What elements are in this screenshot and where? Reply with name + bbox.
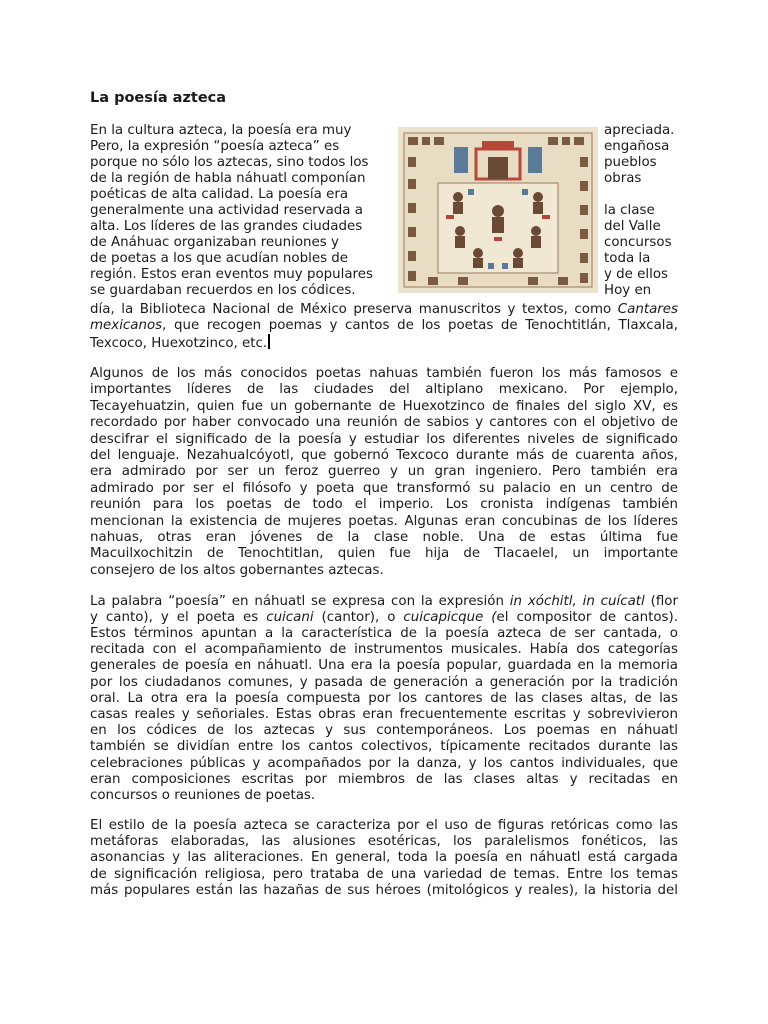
paragraph-line: Macuilxochitzin de Tenochtitlan, quien fue hija de Tlacaelel, un importante [90, 546, 678, 562]
paragraph-word-line-1: La palabra “poesía” en náhuatl se expresa con la expresión in xóchitl, in cuícatl (flor [90, 594, 678, 609]
intro-right-line: pueblos [604, 155, 657, 170]
paragraph-line: generales de poesía en náhuatl. Una era la poesía popular, guardada en la memoria [90, 658, 678, 674]
text-cursor [268, 334, 270, 349]
paragraph-line: concursos o reuniones de poetas. [90, 788, 316, 803]
intro-right-line: concursos [604, 235, 672, 250]
paragraph-line: Tecayehuatzin, quien fue un gobernante de Huexotzinco de finales del siglo XV, es [90, 398, 678, 414]
paragraph-line: consejero de los altos gobernantes aztecas. [90, 562, 384, 578]
intro-left-line: de Anáhuac organizaban reuniones y [90, 235, 339, 250]
intro-line-13: mexicanos, que recogen poemas y cantos de los poetas de Tenochtitlán, Tlaxcala, [90, 318, 678, 333]
paragraph-line: reunión para los poetas de todo el imperio. Los cronista indígenas también [90, 497, 678, 513]
intro-right-line: engañosa [604, 139, 670, 154]
paragraph-line: admirado por ser el filósofo y poeta que transformó su palacio en un centro de [90, 480, 678, 496]
paragraph-line: eran composiciones escritas por miembros de las clases altas y recitadas en [90, 771, 678, 787]
paragraph-line: celebraciones públicas y acompañados por la danza, y los cantos individuales, que [90, 755, 678, 771]
paragraph-line: Estos términos apuntan a la característica de la poesía azteca de ser cantada, o [90, 626, 678, 641]
paragraph-line: en los códices de los aztecas y sus contemporáneos. Los poemas en náhuatl [90, 723, 678, 739]
paragraph-line: descifrar el significado de la poesía y estudiar los diferentes niveles de significado [90, 431, 678, 447]
document-title: La poesía azteca [90, 90, 227, 106]
paragraph-line: recitada con el acompañamiento de instrumentos musicales. Había dos categorías [90, 642, 678, 658]
intro-right-line: del Valle [604, 219, 661, 234]
intro-left-line: poéticas de alta calidad. La poesía era [90, 187, 349, 202]
paragraph-line: oral. La otra era la poesía compuesta por los cantores de las clases altas, de las [90, 690, 678, 706]
paragraph-line: importantes líderes de las ciudades del altiplano mexicano. Por ejemplo, [90, 382, 678, 398]
intro-left-line: de poetas a los que acudían nobles de [90, 251, 349, 266]
intro-left-line: de la región de habla náhuatl componían [90, 171, 366, 186]
intro-left-line: Pero, la expresión “poesía azteca” es [90, 139, 340, 154]
intro-left-line: porque no sólo los aztecas, sino todos los [90, 155, 369, 170]
paragraph-line: también se dividían entre los cantos colectivos, típicamente recitados durante las [90, 739, 678, 755]
paragraph-word-line-2: y canto), y el poeta es cuicani (cantor), o cuicapicque (el compositor de cantos). [90, 610, 679, 625]
paragraph-line: por los ciudadanos comunes, y pasada de generación a generación por la tradición [90, 674, 678, 690]
intro-right-line: apreciada. [604, 123, 675, 138]
codex-illustration [398, 127, 598, 293]
intro-right-line: obras [604, 171, 642, 186]
paragraph-line: mencionan la existencia de mujeres poetas. Algunas eran concubinas de los líderes [90, 513, 678, 529]
paragraph-line: asonancias y las aliteraciones. En general, toda la poesía en náhuatl está cargada [90, 850, 678, 866]
intro-line-12: día, la Biblioteca Nacional de México preserva manuscritos y textos, como Cantares [90, 302, 678, 317]
intro-right-line: toda la [604, 251, 651, 266]
intro-left-line: generalmente una actividad reservada a [90, 203, 363, 218]
paragraph-line: nahuas, otras eran jóvenes de la clase noble. Una de estas última fue [90, 530, 678, 545]
paragraph-line: metáforas elaboradas, las alusiones esotéricas, los paralelismos fonéticos, las [90, 834, 678, 850]
codex-image-icon [398, 127, 598, 293]
paragraph-line: era admirado por ser un feroz guerreo y un gran ingeniero. Pero también era [90, 464, 678, 480]
intro-right-line: la clase [604, 203, 655, 218]
intro-left-line: región. Estos eran eventos muy populares [90, 267, 373, 282]
paragraph-line: del lenguaje. Nezahualcóyotl, que gobernó Texcoco durante más de cuarenta años, [90, 448, 678, 463]
paragraph-line: de significación religiosa, pero trataba de una variedad de temas. Entre los temas [90, 866, 678, 882]
paragraph-line: El estilo de la poesía azteca se caracteriza por el uso de figuras retóricas como las [90, 818, 678, 833]
intro-left-line: En la cultura azteca, la poesía era muy [90, 123, 352, 138]
paragraph-line: recordado por haber convocado una reunión de sabios y cantores con el objetivo de [90, 415, 678, 431]
paragraph-line: más populares están las hazañas de sus héroes (mitológicos y reales), la historia del [90, 882, 678, 898]
intro-left-line: se guardaban recuerdos en los códices. [90, 283, 356, 298]
paragraph-line: Algunos de los más conocidos poetas nahuas también fueron los más famosos e [90, 366, 678, 381]
intro-left-line: alta. Los líderes de las grandes ciudades [90, 219, 363, 234]
paragraph-line: casas reales y señoriales. Estas obras eran frecuentemente escritas y sobrevivieron [90, 707, 678, 722]
intro-line-14: Texcoco, Huexotzinco, etc. [90, 334, 270, 352]
intro-right-line: Hoy en [604, 283, 652, 298]
intro-right-line: y de ellos [604, 267, 669, 282]
